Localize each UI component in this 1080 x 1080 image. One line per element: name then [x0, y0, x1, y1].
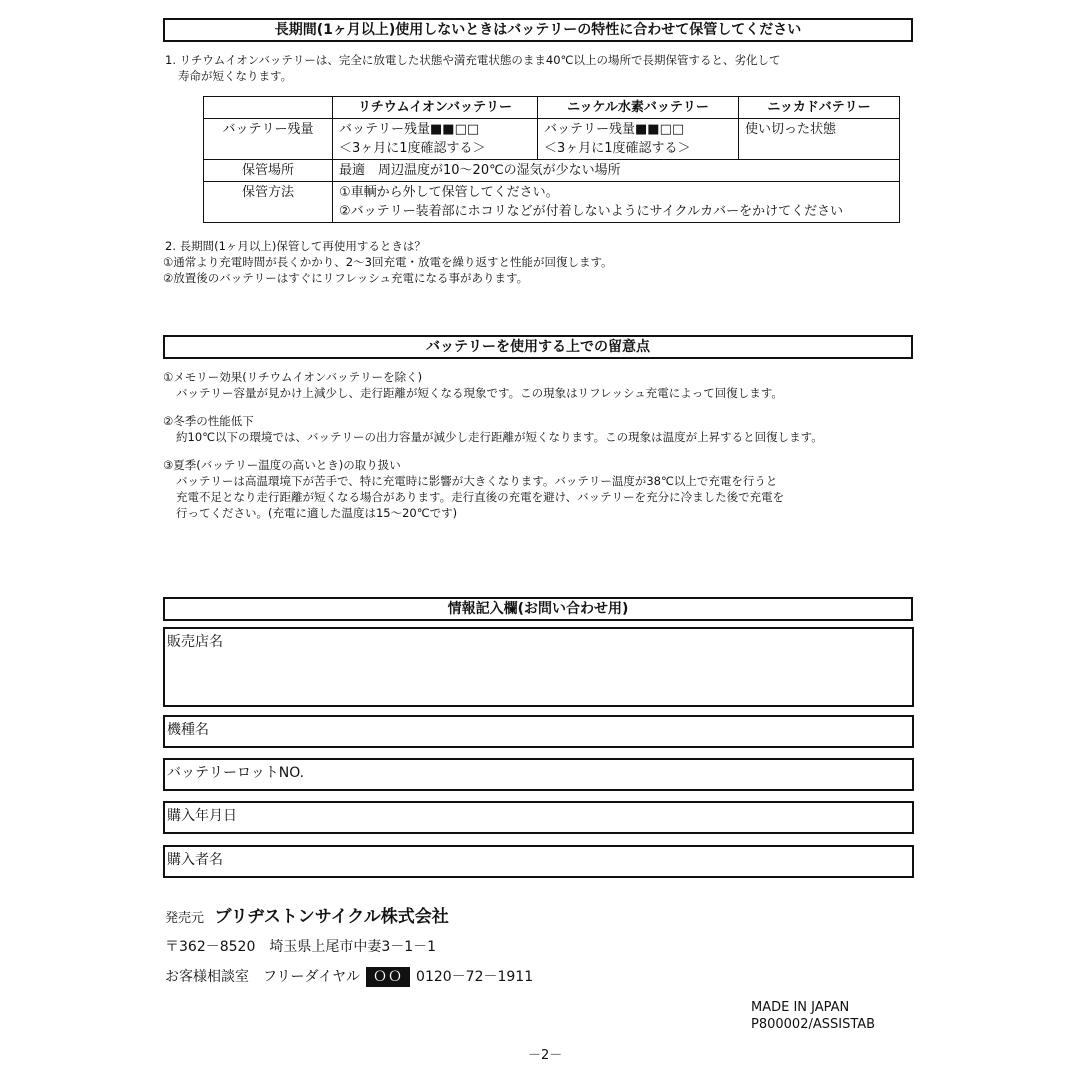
- summer-line1: バッテリーは高温環境下が苦手で、特に充電時に影響が大きくなります。バッテリー温度が38℃以上で充電を行うと: [176, 474, 778, 488]
- table-header-lithium: リチウムイオンバッテリー: [333, 97, 538, 119]
- table-label-remaining: バッテリー残量: [204, 119, 333, 160]
- company-address: 〒362－8520 埼玉県上尾市中妻3－1－1: [165, 939, 437, 955]
- memory-effect-title: ①メモリー効果(リチウムイオンバッテリーを除く): [163, 370, 423, 384]
- page-number: －2－: [528, 1048, 563, 1063]
- field-purchase-date[interactable]: [163, 801, 914, 834]
- field-label: 購入者名: [167, 852, 223, 868]
- table-cell-place: 最適 周辺温度が10～20℃の湿気が少ない場所: [333, 160, 900, 182]
- storage-note-1-line2: 寿命が短くなります。: [178, 69, 293, 83]
- field-label: 販売店名: [167, 634, 223, 650]
- table-header-nimh: ニッケル水素バッテリー: [538, 97, 739, 119]
- battery-storage-table: [203, 96, 900, 223]
- field-model-name[interactable]: [163, 715, 914, 748]
- table-row-place: [204, 160, 900, 182]
- table-header-empty: [204, 97, 333, 119]
- section-title-info-entry: 情報記入欄(お問い合わせ用): [163, 597, 913, 621]
- table-cell-lithium-remaining: バッテリー残量■■□□ ＜3ヶ月に1度確認する＞: [333, 119, 538, 160]
- support-phone: 0120－72－1911: [416, 969, 534, 985]
- memory-effect-text: バッテリー容量が見かけ上減少し、走行距離が短くなる現象です。この現象はリフレッシュ充電によって回復します。: [176, 386, 783, 400]
- made-in: MADE IN JAPAN: [751, 1000, 850, 1015]
- support-label: お客様相談室 フリーダイヤル: [165, 969, 361, 985]
- field-battery-lot[interactable]: [163, 758, 914, 791]
- storage-note-1-line1: 1. リチウムイオンバッテリーは、完全に放電した状態や満充電状態のまま40℃以上の場所で長期保管すると、劣化して: [165, 53, 781, 67]
- company-name: ブリヂストンサイクル株式会社: [214, 907, 449, 927]
- model-code: P800002/ASSISTAB: [751, 1017, 876, 1032]
- field-label: 購入年月日: [167, 808, 237, 824]
- support-line: [165, 966, 533, 987]
- storage-note-2-title: 2. 長期間(1ヶ月以上)保管して再使用するときは？: [165, 239, 426, 253]
- table-header-row: [204, 97, 900, 119]
- table-label-place: 保管場所: [204, 160, 333, 182]
- section-title-usage-notes: バッテリーを使用する上での留意点: [163, 335, 913, 359]
- summer-line2: 充電不足となり走行距離が短くなる場合があります。走行直後の充電を避け、バッテリーを充分に冷ました後で充電を: [176, 490, 785, 504]
- storage-note-2-line2: ②放置後のバッテリーはすぐにリフレッシュ充電になる事があります。: [163, 271, 529, 285]
- field-label: バッテリーロットNO.: [167, 765, 305, 781]
- field-store-name[interactable]: [163, 627, 914, 707]
- table-row-method: [204, 182, 900, 223]
- section-title-storage: 長期間(1ヶ月以上)使用しないときはバッテリーの特性に合わせて保管してください: [163, 18, 913, 42]
- winter-title: ②冬季の性能低下: [163, 414, 254, 428]
- table-header-nicd: ニッカドバテリー: [739, 97, 900, 119]
- table-cell-nimh-remaining: バッテリー残量■■□□ ＜3ヶ月に1度確認する＞: [538, 119, 739, 160]
- seller-label: 発売元: [165, 911, 205, 926]
- storage-note-2-line1: ①通常より充電時間が長くかかり、2～3回充電・放電を繰り返すと性能が回復します。: [163, 255, 613, 269]
- field-purchaser-name[interactable]: [163, 845, 914, 878]
- seller-line: [165, 902, 449, 927]
- table-cell-nicd-remaining: 使い切った状態: [739, 119, 900, 160]
- freedial-icon: ＯＯ: [366, 967, 410, 987]
- summer-title: ③夏季(バッテリー温度の高いとき)の取り扱い: [163, 458, 401, 472]
- table-label-method: 保管方法: [204, 182, 333, 223]
- summer-line3: 行ってください。(充電に適した温度は15～20℃です): [176, 506, 458, 520]
- table-row-remaining: [204, 119, 900, 160]
- winter-text: 約10℃以下の環境では、バッテリーの出力容量が減少し走行距離が短くなります。この現象は温度が上昇すると回復します。: [176, 430, 823, 444]
- table-cell-method: ①車輌から外して保管してください。 ②バッテリー装着部にホコリなどが付着しないようにサイクルカバーをかけてください: [333, 182, 900, 223]
- field-label: 機種名: [167, 722, 209, 738]
